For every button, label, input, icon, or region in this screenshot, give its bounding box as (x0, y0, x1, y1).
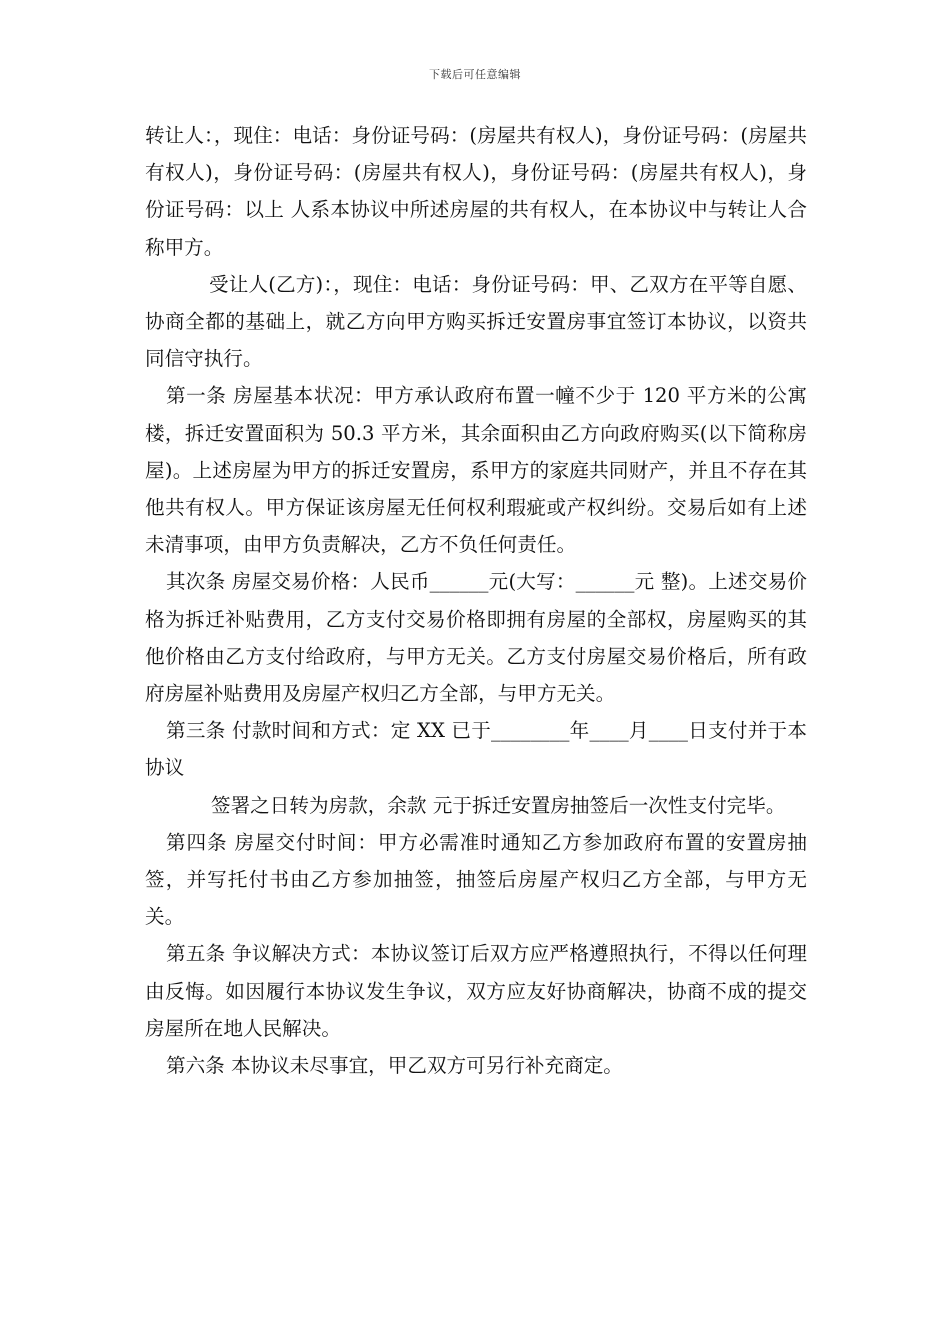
paragraph-article-5: 第五条 争议解决方式：本协议签订后双方应严格遵照执行，不得以任何理由反悔。如因履行本协议发生争议，双方应友好协商解决，协商不成的提交房屋所在地人民解决。 (145, 942, 807, 1040)
document-body (145, 117, 807, 1084)
paragraph-article-6: 第六条 本协议未尽事宜，甲乙双方可另行补充商定。 (166, 1054, 623, 1078)
paragraph-transferee: 受让人(乙方)：，现住：电话：身份证号码：甲、乙双方在平等自愿、协商全都的基础上，就乙方向甲方购买拆迁安置房事宜签订本协议，以资共同信守执行。 (145, 272, 807, 371)
paragraph-article-3-continuation: 签署之日转为房款，余款 元于拆迁安置房抽签后一次性支付完毕。 (211, 793, 786, 817)
paragraph-article-3: 第三条 付款时间和方式：定 XX 已于________年____月____日支付并于本协议 (145, 719, 807, 780)
header-note: 下载后可任意编辑 (429, 68, 521, 81)
paragraph-article-1: 第一条 房屋基本状况：甲方承认政府布置一幢不少于 120 平方米的公寓楼，拆迁安置面积为 50.3 平方米，其余面积由乙方向政府购买(以下简称房屋)。上述房屋为甲方的拆迁安置房，系甲方的家庭共同财产，并且不存在其他共有权人。甲方保证该房屋无任何权利瑕疵或产权纠纷。交易后如有上述未清事项，由甲方负责解决，乙方不负任何责任。 (145, 384, 807, 557)
paragraph-transferor: 转让人：，现住：电话：身份证号码：(房屋共有权人)，身份证号码：(房屋共有权人)，身份证号码：(房屋共有权人)，身份证号码：(房屋共有权人)，身份证号码：以上 人系本协议中所述房屋的共有权人，在本协议中与转让人合称甲方。 (145, 124, 807, 259)
paragraph-article-2: 其次条 房屋交易价格：人民币______元(大写：______元 整)。上述交易价格为拆迁补贴费用，乙方支付交易价格即拥有房屋的全部权，房屋购买的其他价格由乙方支付给政府，与甲方无关。乙方支付房屋交易价格后，所有政府房屋补贴费用及房屋产权归乙方全部，与甲方无关。 (145, 570, 807, 706)
paragraph-article-4: 第四条 房屋交付时间：甲方必需准时通知乙方参加政府布置的安置房抽签，并写托付书由乙方参加抽签，抽签后房屋产权归乙方全部，与甲方无关。 (145, 830, 807, 929)
